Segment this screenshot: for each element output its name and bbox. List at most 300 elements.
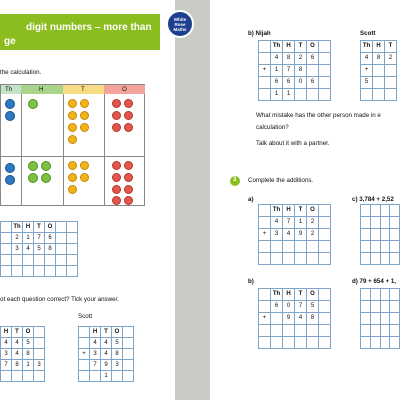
grid-cell[interactable] (370, 241, 380, 253)
scott-answer-grid[interactable] (78, 326, 134, 382)
grid-cell[interactable] (380, 229, 390, 241)
question-number-badge: 3 (230, 176, 240, 186)
grid-cell[interactable] (12, 266, 23, 277)
grid-cell[interactable]: O (112, 327, 123, 338)
grid-cell[interactable]: 5 (307, 301, 319, 313)
grid-row (1, 327, 45, 338)
grid-cell[interactable]: 7 (1, 360, 12, 371)
grid-row (259, 77, 331, 89)
grid-cell[interactable]: 3 (34, 360, 45, 371)
grid-cell[interactable] (295, 253, 307, 265)
grid-cell[interactable] (370, 337, 380, 349)
grid-cell[interactable]: 2 (295, 53, 307, 65)
grid-cell[interactable] (67, 244, 78, 255)
grid-cell[interactable] (307, 65, 319, 77)
grid-cell[interactable]: 6 (307, 53, 319, 65)
d-grid[interactable] (360, 288, 400, 349)
grid-cell[interactable]: + (259, 229, 271, 241)
counter-one (124, 161, 133, 170)
grid-cell[interactable]: 9 (283, 313, 295, 325)
grid-cell[interactable] (1, 244, 12, 255)
grid-cell[interactable]: 9 (101, 360, 112, 371)
counter-ten (68, 185, 77, 194)
grid-cell[interactable] (361, 337, 371, 349)
grid-row (1, 266, 78, 277)
grid-cell[interactable]: O (307, 205, 319, 217)
counter-thousand (5, 111, 15, 121)
grid-cell[interactable] (112, 371, 123, 382)
grid-cell[interactable] (380, 253, 390, 265)
c-grid[interactable] (360, 204, 400, 265)
scott-label: Scott (78, 313, 93, 320)
grid-cell[interactable]: 1 (23, 360, 34, 371)
grid-row (361, 77, 397, 89)
grid-row (259, 53, 331, 65)
mistake-question: What mistake has the other person made in e (256, 112, 381, 119)
grid-cell[interactable]: 5 (34, 244, 45, 255)
grid-cell[interactable] (319, 65, 331, 77)
grid-cell[interactable] (319, 217, 331, 229)
grid-cell[interactable] (79, 327, 90, 338)
grid-cell[interactable]: Th (271, 289, 283, 301)
grid-cell[interactable] (373, 89, 385, 101)
grid-cell[interactable] (361, 89, 373, 101)
grid-cell[interactable]: 4 (12, 349, 23, 360)
grid-row (1, 360, 45, 371)
grid-cell[interactable] (23, 266, 34, 277)
counter-thousand (5, 163, 15, 173)
grid-row (259, 229, 331, 241)
grid-cell[interactable] (380, 325, 390, 337)
grid-cell[interactable] (259, 337, 271, 349)
grid-cell[interactable] (259, 325, 271, 337)
grid-cell[interactable]: 7 (295, 301, 307, 313)
grid-cell[interactable] (34, 266, 45, 277)
grid-cell[interactable]: 3 (112, 360, 123, 371)
grid-cell[interactable]: H (23, 222, 34, 233)
grid-cell[interactable]: T (12, 327, 23, 338)
grid-cell[interactable]: 6 (283, 77, 295, 89)
grid-cell[interactable]: H (373, 41, 385, 53)
grid-cell[interactable] (56, 244, 67, 255)
grid-row (79, 371, 134, 382)
grid-cell[interactable]: 2 (12, 233, 23, 244)
grid-cell[interactable]: H (1, 327, 12, 338)
grid-cell[interactable]: + (361, 65, 373, 77)
grid-cell[interactable] (370, 289, 380, 301)
grid-cell[interactable]: 5 (23, 338, 34, 349)
grid-cell[interactable] (380, 313, 390, 325)
grid-cell[interactable]: 4 (101, 349, 112, 360)
grid-cell[interactable]: 4 (361, 53, 373, 65)
grid-cell[interactable]: T (295, 205, 307, 217)
grid-cell[interactable] (370, 229, 380, 241)
grid-cell[interactable]: 4 (90, 338, 101, 349)
grid-cell[interactable] (319, 313, 331, 325)
grid-row (79, 349, 134, 360)
grid-cell[interactable] (380, 301, 390, 313)
grid-cell[interactable] (390, 325, 400, 337)
grid-cell[interactable]: 6 (307, 77, 319, 89)
grid-cell[interactable] (307, 337, 319, 349)
grid-cell[interactable] (319, 77, 331, 89)
grid-cell[interactable]: 6 (45, 233, 56, 244)
grid-cell[interactable] (12, 371, 23, 382)
counter-ten (68, 161, 77, 170)
left-page (0, 0, 187, 400)
grid-cell[interactable] (370, 217, 380, 229)
grid-cell[interactable] (390, 289, 400, 301)
grid-cell[interactable] (370, 301, 380, 313)
grid-cell[interactable]: 8 (295, 65, 307, 77)
counter-ten (68, 123, 77, 132)
grid-row (361, 289, 400, 301)
left-answer-grid[interactable] (0, 326, 45, 382)
grid-cell[interactable] (123, 360, 134, 371)
grid-cell[interactable] (385, 77, 397, 89)
grid-cell[interactable] (361, 229, 371, 241)
counter-ten (68, 173, 77, 182)
grid-cell[interactable]: 2 (307, 229, 319, 241)
counter-hundred (41, 173, 51, 183)
grid-cell[interactable] (271, 337, 283, 349)
grid-cell[interactable] (307, 253, 319, 265)
grid-cell[interactable]: T (295, 289, 307, 301)
grid-cell[interactable] (34, 327, 45, 338)
grid-cell[interactable] (385, 65, 397, 77)
grid-cell[interactable]: Th (361, 41, 373, 53)
grid-cell[interactable]: 0 (295, 77, 307, 89)
title-line1: digit numbers – more than (26, 22, 152, 33)
counter-one (124, 111, 133, 120)
grid-cell[interactable] (380, 241, 390, 253)
grid-cell[interactable] (67, 233, 78, 244)
grid-cell[interactable]: 4 (23, 244, 34, 255)
grid-cell[interactable]: T (295, 41, 307, 53)
grid-cell[interactable] (295, 337, 307, 349)
grid-cell[interactable]: Th (271, 205, 283, 217)
grid-cell[interactable]: 8 (23, 349, 34, 360)
grid-row (361, 53, 397, 65)
grid-row (259, 41, 331, 53)
grid-cell[interactable] (390, 253, 400, 265)
grid-cell[interactable]: O (307, 41, 319, 53)
grid-cell[interactable] (361, 253, 371, 265)
grid-cell[interactable]: 1 (101, 371, 112, 382)
grid-cell[interactable] (79, 371, 90, 382)
row-divider (1, 156, 144, 157)
grid-cell[interactable] (56, 255, 67, 266)
grid-cell[interactable] (319, 289, 331, 301)
grid-cell[interactable] (319, 229, 331, 241)
grid-cell[interactable] (259, 289, 271, 301)
col-divider-1 (21, 94, 22, 206)
grid-row (79, 360, 134, 371)
grid-row (1, 338, 45, 349)
grid-cell[interactable]: 6 (271, 301, 283, 313)
grid-cell[interactable] (283, 325, 295, 337)
grid-cell[interactable] (361, 313, 371, 325)
grid-cell[interactable]: O (23, 327, 34, 338)
grid-cell[interactable] (1, 371, 12, 382)
grid-cell[interactable] (370, 325, 380, 337)
grid-cell[interactable]: 4 (295, 313, 307, 325)
counter-ten (80, 111, 89, 120)
header-o: O (104, 85, 145, 94)
grid-cell[interactable] (390, 313, 400, 325)
grid-cell[interactable]: 1 (283, 89, 295, 101)
nijah-grid[interactable] (258, 40, 331, 101)
grid-row (1, 222, 78, 233)
grid-cell[interactable] (319, 325, 331, 337)
grid-cell[interactable]: 8 (307, 313, 319, 325)
grid-cell[interactable] (34, 371, 45, 382)
grid-cell[interactable]: 3 (1, 349, 12, 360)
grid-cell[interactable] (259, 89, 271, 101)
grid-cell[interactable]: 4 (12, 338, 23, 349)
logo-text-3: Maths (173, 27, 187, 32)
grid-cell[interactable] (295, 241, 307, 253)
grid-row (259, 253, 331, 265)
grid-cell[interactable]: 4 (271, 217, 283, 229)
grid-cell[interactable] (370, 205, 380, 217)
grid-cell[interactable] (23, 371, 34, 382)
grid-row (259, 89, 331, 101)
grid-cell[interactable] (259, 253, 271, 265)
intro-text: the calculation. (0, 69, 42, 76)
grid-cell[interactable]: 3 (90, 349, 101, 360)
grid-cell[interactable] (23, 255, 34, 266)
grid-cell[interactable] (45, 266, 56, 277)
grid-cell[interactable] (271, 325, 283, 337)
grid-row (361, 89, 397, 101)
grid-cell[interactable] (295, 325, 307, 337)
grid-cell[interactable] (373, 77, 385, 89)
grid-cell[interactable] (123, 371, 134, 382)
grid-cell[interactable] (67, 222, 78, 233)
question-text: ot each question correct? Tick your answer. (0, 296, 119, 303)
talk-text: Talk about it with a partner. (256, 140, 330, 147)
counter-one (112, 161, 121, 170)
grid-cell[interactable]: T (34, 222, 45, 233)
grid-cell[interactable]: Th (12, 222, 23, 233)
mistake-question-2: calculation? (256, 124, 289, 131)
grid-cell[interactable] (370, 313, 380, 325)
grid-cell[interactable]: 7 (90, 360, 101, 371)
grid-cell[interactable]: H (283, 41, 295, 53)
grid-cell[interactable]: H (90, 327, 101, 338)
grid-cell[interactable] (390, 217, 400, 229)
counter-hundred (28, 161, 38, 171)
grid-cell[interactable] (259, 77, 271, 89)
grid-cell[interactable]: H (283, 289, 295, 301)
grid-cell[interactable]: 2 (385, 53, 397, 65)
grid-row (1, 233, 78, 244)
logo (166, 10, 194, 38)
counter-one (124, 123, 133, 132)
grid-cell[interactable]: 0 (283, 301, 295, 313)
grid-cell[interactable] (1, 266, 12, 277)
part-b-label: b) Nijah (248, 30, 271, 37)
a-grid[interactable] (258, 204, 331, 265)
grid-cell[interactable] (67, 255, 78, 266)
grid-cell[interactable] (79, 360, 90, 371)
grid-cell[interactable] (390, 241, 400, 253)
grid-cell[interactable] (1, 255, 12, 266)
calc-grid (0, 221, 78, 277)
grid-cell[interactable] (319, 205, 331, 217)
grid-cell[interactable] (319, 53, 331, 65)
grid-cell[interactable]: 9 (295, 229, 307, 241)
grid-cell[interactable] (271, 241, 283, 253)
grid-cell[interactable] (361, 289, 371, 301)
grid-cell[interactable] (67, 266, 78, 277)
scott-partial-grid[interactable] (360, 40, 397, 101)
grid-cell[interactable]: 3 (271, 229, 283, 241)
grid-cell[interactable]: + (259, 313, 271, 325)
grid-cell[interactable]: 4 (101, 338, 112, 349)
grid-row (361, 229, 400, 241)
grid-cell[interactable] (319, 241, 331, 253)
place-value-table (0, 84, 145, 206)
counter-one (112, 99, 121, 108)
grid-cell[interactable] (361, 325, 371, 337)
grid-cell[interactable]: 1 (23, 233, 34, 244)
grid-cell[interactable] (283, 337, 295, 349)
grid-cell[interactable] (390, 229, 400, 241)
grid-cell[interactable] (295, 89, 307, 101)
grid-cell[interactable] (259, 53, 271, 65)
grid-cell[interactable]: 1 (271, 65, 283, 77)
grid-cell[interactable] (361, 241, 371, 253)
grid-cell[interactable] (56, 222, 67, 233)
grid-cell[interactable]: 1 (271, 89, 283, 101)
grid-cell[interactable]: T (385, 41, 397, 53)
grid-cell[interactable]: 7 (34, 233, 45, 244)
grid-cell[interactable] (259, 217, 271, 229)
grid-cell[interactable] (361, 217, 371, 229)
grid-cell[interactable]: 3 (12, 244, 23, 255)
grid-cell[interactable] (1, 222, 12, 233)
grid-cell[interactable] (259, 241, 271, 253)
grid-row (259, 217, 331, 229)
grid-cell[interactable] (370, 253, 380, 265)
grid-cell[interactable] (123, 327, 134, 338)
grid-row (361, 325, 400, 337)
grid-cell[interactable]: 5 (112, 338, 123, 349)
grid-cell[interactable]: 8 (12, 360, 23, 371)
grid-cell[interactable]: O (307, 289, 319, 301)
grid-cell[interactable]: 4 (1, 338, 12, 349)
grid-cell[interactable]: O (45, 222, 56, 233)
grid-cell[interactable]: + (79, 349, 90, 360)
header-t: T (63, 85, 105, 94)
counter-ten (80, 173, 89, 182)
grid-row (361, 217, 400, 229)
grid-cell[interactable] (123, 338, 134, 349)
grid-cell[interactable] (56, 233, 67, 244)
grid-row (1, 349, 45, 360)
grid-cell[interactable]: 8 (45, 244, 56, 255)
grid-cell[interactable] (34, 338, 45, 349)
grid-cell[interactable] (34, 349, 45, 360)
grid-cell[interactable] (1, 233, 12, 244)
grid-cell[interactable]: 8 (373, 53, 385, 65)
grid-cell[interactable]: Th (271, 41, 283, 53)
grid-cell[interactable] (380, 289, 390, 301)
grid-cell[interactable] (361, 205, 371, 217)
grid-cell[interactable]: H (283, 205, 295, 217)
grid-cell[interactable] (283, 241, 295, 253)
grid-cell[interactable] (12, 255, 23, 266)
grid-cell[interactable] (390, 337, 400, 349)
grid-row (361, 337, 400, 349)
grid-cell[interactable] (380, 217, 390, 229)
grid-cell[interactable]: 4 (271, 53, 283, 65)
grid-cell[interactable] (34, 255, 45, 266)
grid-cell[interactable]: 1 (295, 217, 307, 229)
part-d-label: d) 79 + 654 + 1, (352, 278, 397, 285)
grid-cell[interactable] (307, 89, 319, 101)
grid-cell[interactable]: 6 (271, 77, 283, 89)
grid-cell[interactable]: 8 (112, 349, 123, 360)
grid-cell[interactable] (319, 337, 331, 349)
grid-cell[interactable]: 7 (283, 217, 295, 229)
grid-cell[interactable] (56, 266, 67, 277)
grid-cell[interactable] (319, 301, 331, 313)
grid-cell[interactable] (319, 253, 331, 265)
grid-cell[interactable] (385, 89, 397, 101)
counter-one (124, 185, 133, 194)
grid-cell[interactable] (390, 301, 400, 313)
grid-cell[interactable]: 5 (361, 77, 373, 89)
grid-cell[interactable] (90, 371, 101, 382)
grid-cell[interactable] (259, 205, 271, 217)
grid-cell[interactable] (283, 253, 295, 265)
grid-cell[interactable] (259, 41, 271, 53)
grid-cell[interactable] (271, 313, 283, 325)
header-th: Th (1, 85, 22, 94)
grid-row (259, 325, 331, 337)
b-grid[interactable] (258, 288, 331, 349)
grid-cell[interactable] (390, 205, 400, 217)
grid-cell[interactable]: 2 (307, 217, 319, 229)
counter-hundred (28, 99, 38, 109)
grid-cell[interactable]: 8 (283, 53, 295, 65)
part-c-label: c) 3,784 + 2,52 (352, 196, 394, 203)
grid-cell[interactable] (45, 255, 56, 266)
grid-cell[interactable] (271, 253, 283, 265)
grid-cell[interactable]: + (259, 65, 271, 77)
grid-cell[interactable] (123, 349, 134, 360)
grid-cell[interactable] (319, 89, 331, 101)
grid-cell[interactable] (373, 65, 385, 77)
grid-cell[interactable]: T (101, 327, 112, 338)
grid-row (1, 371, 45, 382)
grid-cell[interactable]: 7 (283, 65, 295, 77)
grid-cell[interactable] (307, 325, 319, 337)
grid-row (361, 253, 400, 265)
grid-cell[interactable] (307, 241, 319, 253)
grid-cell[interactable] (319, 41, 331, 53)
grid-cell[interactable] (79, 338, 90, 349)
grid-cell[interactable]: 4 (283, 229, 295, 241)
grid-row (259, 337, 331, 349)
grid-cell[interactable] (380, 337, 390, 349)
grid-cell[interactable] (259, 301, 271, 313)
grid-cell[interactable] (380, 205, 390, 217)
grid-cell[interactable] (361, 301, 371, 313)
